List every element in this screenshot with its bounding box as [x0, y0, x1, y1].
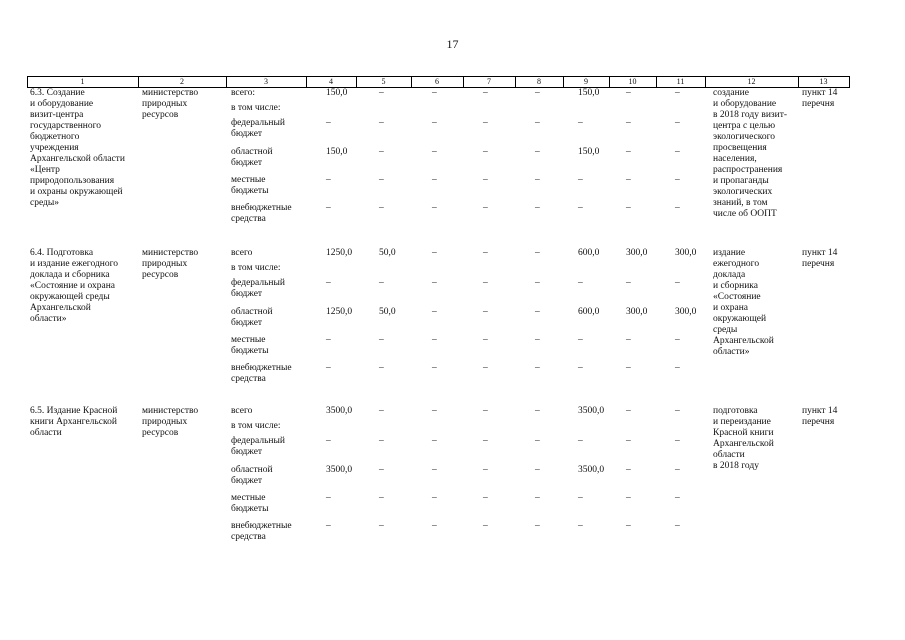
funding-source-label: областной бюджет [231, 147, 273, 168]
funding-source-label: в том числе: [231, 103, 281, 113]
responsible-executor: министерство природных ресурсов [142, 88, 199, 120]
table-cell-value: – [578, 278, 583, 288]
table-cell-value: 1250,0 [326, 248, 353, 258]
table-cell-value: – [379, 88, 384, 98]
table-cell-value: – [675, 88, 680, 98]
table-cell-value: – [675, 118, 680, 128]
table-cell-value: – [675, 465, 680, 475]
funding-source-label: местные бюджеты [231, 175, 269, 196]
table-cell-value: – [379, 521, 384, 531]
responsible-executor: министерство природных ресурсов [142, 248, 199, 280]
table-cell-value: – [326, 363, 331, 373]
funding-source-label: федеральный бюджет [231, 436, 285, 457]
page-number: 17 [446, 37, 459, 51]
table-cell-value: – [578, 203, 583, 213]
table-cell-value: – [578, 521, 583, 531]
table-cell-value: – [432, 278, 437, 288]
table-cell-value: – [432, 248, 437, 258]
table-cell-value: 3500,0 [326, 406, 353, 416]
table-cell-value: – [379, 175, 384, 185]
reference: пункт 14 перечня [802, 88, 838, 109]
table-cell-value: – [626, 406, 631, 416]
table-cell-value: 300,0 [626, 248, 648, 258]
table-cell-value: – [675, 493, 680, 503]
funding-source-label: внебюджетные средства [231, 521, 292, 542]
column-header-8: 8 [537, 77, 541, 86]
table-cell-value: – [379, 147, 384, 157]
table-cell-value: – [483, 436, 488, 446]
reference: пункт 14 перечня [802, 406, 838, 427]
table-cell-value: – [326, 436, 331, 446]
table-cell-value: 150,0 [578, 147, 600, 157]
table-cell-value: – [626, 278, 631, 288]
table-cell-value: – [535, 147, 540, 157]
table-cell-value: – [535, 335, 540, 345]
table-cell-value: – [675, 363, 680, 373]
table-cell-value: – [432, 335, 437, 345]
column-header-1: 1 [80, 77, 85, 86]
table-cell-value: – [379, 406, 384, 416]
table-cell-value: – [483, 406, 488, 416]
table-cell-value: – [675, 406, 680, 416]
funding-source-label: всего [231, 248, 253, 258]
table-cell-value: – [326, 175, 331, 185]
table-cell-value: 300,0 [626, 307, 648, 317]
column-divider [798, 76, 799, 88]
table-cell-value: – [626, 465, 631, 475]
table-cell-value: – [626, 147, 631, 157]
responsible-executor: министерство природных ресурсов [142, 406, 199, 438]
table-cell-value: 300,0 [675, 248, 697, 258]
funding-source-label: в том числе: [231, 421, 281, 431]
table-cell-value: – [326, 335, 331, 345]
table-cell-value: – [326, 521, 331, 531]
funding-source-label: федеральный бюджет [231, 118, 285, 139]
table-cell-value: – [535, 307, 540, 317]
table-cell-value: – [535, 436, 540, 446]
table-cell-value: – [675, 521, 680, 531]
table-cell-value: – [432, 307, 437, 317]
table-cell-value: – [626, 335, 631, 345]
column-header-12: 12 [747, 77, 756, 86]
table-cell-value: – [535, 406, 540, 416]
table-cell-value: – [326, 118, 331, 128]
table-cell-value: – [675, 147, 680, 157]
table-cell-value: – [379, 363, 384, 373]
column-header-4: 4 [329, 77, 333, 86]
table-cell-value: – [578, 493, 583, 503]
funding-source-label: федеральный бюджет [231, 278, 285, 299]
table-cell-value: 3500,0 [578, 465, 605, 475]
table-cell-value: – [483, 465, 488, 475]
column-divider [515, 76, 516, 88]
table-cell-value: – [578, 175, 583, 185]
section-title: 6.5. Издание Красной книги Архангельской области [30, 406, 118, 438]
table-cell-value: – [483, 278, 488, 288]
table-cell-value: – [326, 278, 331, 288]
table-cell-value: – [535, 278, 540, 288]
funding-source-label: внебюджетные средства [231, 203, 292, 224]
column-header-5: 5 [381, 77, 386, 86]
funding-source-label: местные бюджеты [231, 335, 269, 356]
funding-source-label: в том числе: [231, 263, 281, 273]
table-cell-value: – [535, 118, 540, 128]
column-divider [656, 76, 657, 88]
table-cell-value: – [626, 363, 631, 373]
table-cell-value: – [432, 493, 437, 503]
column-divider [849, 76, 850, 88]
table-cell-value: – [535, 203, 540, 213]
table-cell-value: – [675, 203, 680, 213]
table-cell-value: – [432, 465, 437, 475]
table-cell-value: – [483, 307, 488, 317]
table-cell-value: – [379, 436, 384, 446]
reference: пункт 14 перечня [802, 248, 838, 269]
table-cell-value: – [535, 88, 540, 98]
section-title: 6.4. Подготовка и издание ежегодного доклада и сборника «Состояние и охрана окружающей среды Архангельской области» [30, 248, 119, 324]
funding-source-label: всего: [231, 88, 256, 98]
column-divider [705, 76, 706, 88]
column-header-10: 10 [628, 77, 637, 86]
table-cell-value: – [483, 248, 488, 258]
column-header-3: 3 [264, 77, 268, 86]
table-cell-value: – [483, 493, 488, 503]
table-cell-value: – [483, 335, 488, 345]
funding-source-label: местные бюджеты [231, 493, 269, 514]
column-header-7: 7 [487, 77, 491, 86]
table-cell-value: – [626, 493, 631, 503]
table-cell-value: – [379, 118, 384, 128]
table-cell-value: – [626, 88, 631, 98]
table-cell-value: – [483, 203, 488, 213]
table-cell-value: – [483, 521, 488, 531]
column-divider [306, 76, 307, 88]
column-header-2: 2 [180, 77, 184, 86]
table-cell-value: 50,0 [379, 307, 396, 317]
table-cell-value: – [483, 147, 488, 157]
table-cell-value: – [626, 175, 631, 185]
table-cell-value: – [535, 493, 540, 503]
table-cell-value: – [626, 203, 631, 213]
column-divider [463, 76, 464, 88]
table-cell-value: – [535, 175, 540, 185]
column-divider [226, 76, 227, 88]
table-cell-value: – [626, 118, 631, 128]
column-divider [411, 76, 412, 88]
table-cell-value: – [379, 278, 384, 288]
table-cell-value: – [535, 521, 540, 531]
table-cell-value: 3500,0 [578, 406, 605, 416]
table-cell-value: 600,0 [578, 307, 600, 317]
table-cell-value: 150,0 [326, 147, 348, 157]
table-cell-value: – [626, 521, 631, 531]
funding-source-label: областной бюджет [231, 465, 273, 486]
column-divider [138, 76, 139, 88]
table-cell-value: 150,0 [326, 88, 348, 98]
table-cell-value: – [535, 465, 540, 475]
table-cell-value: 300,0 [675, 307, 697, 317]
table-cell-value: – [578, 335, 583, 345]
table-cell-value: 50,0 [379, 248, 396, 258]
table-cell-value: – [432, 436, 437, 446]
table-cell-value: – [379, 203, 384, 213]
table-cell-value: – [578, 363, 583, 373]
column-divider [563, 76, 564, 88]
table-cell-value: – [483, 363, 488, 373]
table-cell-value: – [483, 118, 488, 128]
section-title: 6.3. Создание и оборудование визит-центра государственного бюджетного учреждения Архангельской области «Центр природопользования и охраны окружающей среды» [30, 88, 125, 208]
column-divider [609, 76, 610, 88]
table-cell-value: 3500,0 [326, 465, 353, 475]
table-cell-value: 1250,0 [326, 307, 353, 317]
column-divider [27, 76, 28, 88]
table-cell-value: – [379, 335, 384, 345]
column-header-9: 9 [584, 77, 588, 86]
column-header-6: 6 [435, 77, 439, 86]
table-cell-value: – [535, 248, 540, 258]
table-cell-value: – [675, 335, 680, 345]
table-cell-value: – [675, 175, 680, 185]
table-cell-value: – [432, 175, 437, 185]
table-cell-value: – [578, 436, 583, 446]
table-cell-value: 600,0 [578, 248, 600, 258]
table-cell-value: – [626, 436, 631, 446]
table-cell-value: – [432, 88, 437, 98]
table-cell-value: – [326, 203, 331, 213]
funding-source-label: внебюджетные средства [231, 363, 292, 384]
table-cell-value: 150,0 [578, 88, 600, 98]
table-cell-value: – [432, 147, 437, 157]
table-cell-value: – [432, 363, 437, 373]
table-cell-value: – [432, 406, 437, 416]
table-cell-value: – [578, 118, 583, 128]
table-cell-value: – [432, 203, 437, 213]
table-cell-value: – [379, 465, 384, 475]
table-cell-value: – [432, 521, 437, 531]
table-cell-value: – [483, 88, 488, 98]
table-cell-value: – [379, 493, 384, 503]
funding-source-label: всего [231, 406, 253, 416]
table-cell-value: – [675, 278, 680, 288]
column-header-13: 13 [819, 77, 828, 86]
expected-result: создание и оборудование в 2018 году визит- центра с целью экологического просвещения населения, распространения и пропаганды экологических знаний, в том числе об ООПТ [713, 88, 788, 219]
column-header-11: 11 [676, 77, 685, 86]
table-cell-value: – [483, 175, 488, 185]
expected-result: издание ежегодного доклада и сборника «Состояние и охрана окружающей среды Архангельской области» [713, 248, 774, 357]
funding-source-label: областной бюджет [231, 307, 273, 328]
column-divider [356, 76, 357, 88]
table-cell-value: – [326, 493, 331, 503]
table-cell-value: – [675, 436, 680, 446]
table-cell-value: – [535, 363, 540, 373]
table-cell-value: – [432, 118, 437, 128]
expected-result: подготовка и переиздание Красной книги Архангельской области в 2018 году [713, 406, 774, 471]
